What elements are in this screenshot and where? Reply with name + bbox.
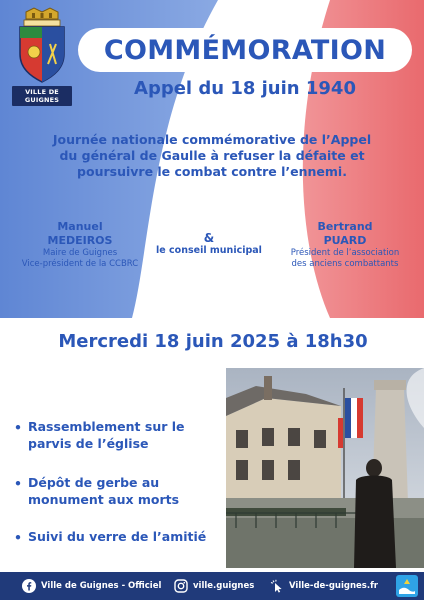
council-label: le conseil municipal [156, 245, 262, 256]
intro-line: du général de Gaulle à refuser la défaite et [59, 148, 365, 163]
instagram-icon [174, 579, 188, 593]
bullet: • [14, 476, 22, 491]
town-crest [12, 6, 72, 104]
intro-line: Journée nationale commémorative de l’Appel [52, 132, 372, 147]
list-item-line: parvis de l’église [28, 436, 149, 451]
page-title: COMMÉMORATION [103, 34, 387, 66]
host-role: Vice-président de la CCBRC [21, 259, 139, 269]
crest-shield-icon [12, 6, 72, 86]
intro-text [30, 132, 394, 180]
bullet: • [14, 420, 22, 435]
host-role: Maire de Guignes [42, 248, 118, 258]
list-item-line: monument aux morts [28, 492, 180, 507]
cursor-click-icon [270, 579, 284, 593]
crest-label: VILLE DE GUIGNES [12, 86, 72, 106]
page-subtitle: Appel du 18 juin 1940 [134, 78, 356, 99]
footer-website[interactable] [270, 572, 378, 600]
footer-instagram[interactable] [174, 572, 254, 600]
list-item-line: Dépôt de gerbe au [28, 475, 160, 490]
programme-list [14, 418, 226, 567]
host-last-name: MEDEIROS [47, 234, 113, 247]
list-item-line: Rassemblement sur le [28, 419, 185, 434]
memorial-photo-image [226, 368, 424, 568]
date-pill [32, 322, 394, 360]
list-item [14, 418, 226, 452]
list-item [14, 528, 226, 545]
host-first-name: Bertrand [317, 220, 373, 233]
list-item-line: Suivi du verre de l’amitié [28, 529, 207, 544]
list-item [14, 474, 226, 508]
title-pill [78, 28, 412, 72]
website-label: Ville-de-guignes.fr [289, 581, 378, 591]
host-mayor [10, 220, 150, 270]
host-first-name: Manuel [57, 220, 103, 233]
host-last-name: PUARD [323, 234, 367, 247]
footer-facebook[interactable] [22, 572, 161, 600]
footer-bar [0, 572, 424, 600]
host-role: Président de l’association [290, 248, 400, 258]
host-council [140, 232, 278, 258]
memorial-photo [226, 368, 424, 568]
ampersand: & [203, 231, 215, 245]
event-date: Mercredi 18 juin 2025 à 18h30 [58, 330, 368, 352]
instagram-label: ville.guignes [193, 581, 255, 591]
host-veterans-president [270, 220, 420, 270]
intro-line: poursuivre le combat contre l’ennemi. [77, 164, 347, 179]
host-role: des anciens combattants [291, 259, 399, 269]
facebook-label: Ville de Guignes - Officiel [41, 581, 162, 591]
bullet: • [14, 530, 22, 545]
town-logo-icon [396, 575, 418, 597]
facebook-icon [22, 579, 36, 593]
